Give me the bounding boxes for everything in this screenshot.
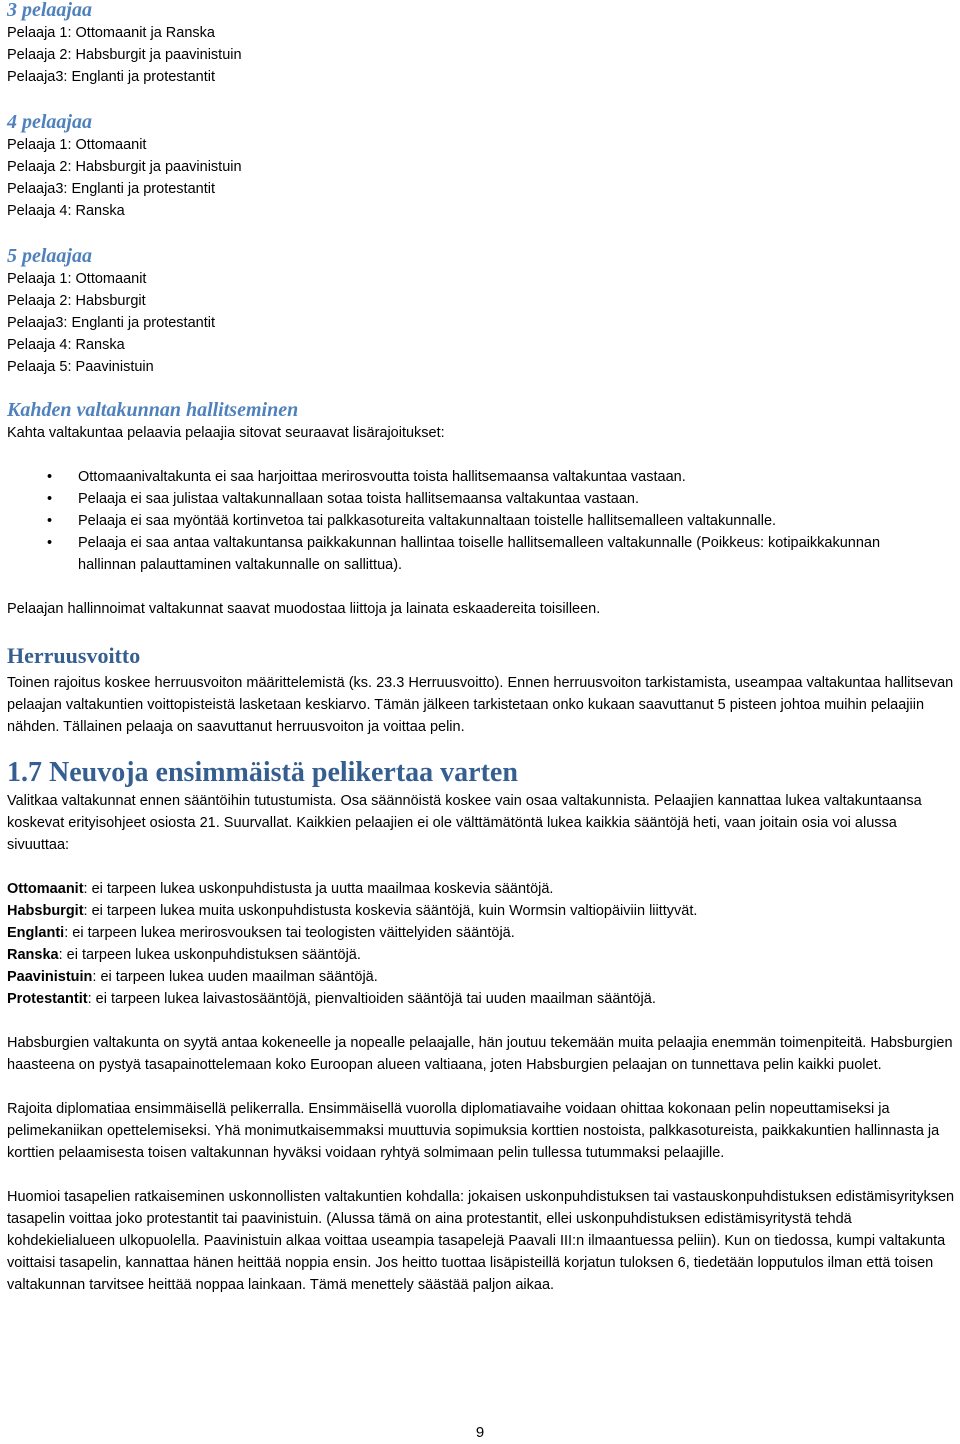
section-3-players (7, 0, 242, 88)
player-line: Pelaaja3: Englanti ja protestantit (7, 69, 215, 85)
advice-paragraph-diplomacy: Rajoita diplomatiaa ensimmäisellä pelikerralla. Ensimmäisellä vuorolla diplomatiavaihe voidaan ohittaa kokonaan pelin nopeuttamiseksi ja pelimekaniikan opettelemiseksi. Yhä monimutkaisemmaksi muuttuvia sopimuksia korttien nostoista, palkkasotureista, paikkakuntien hallinnasta ja korttien pelaamisesta toisen valtakunnan hyväksi voidaan ryhtyä solmimaan pelin tullessa tutummaksi pelaajille. (7, 1101, 940, 1161)
player-line: Pelaaja 1: Ottomaanit (7, 271, 147, 287)
heading-3-players: 3 pelaajaa (7, 0, 92, 21)
list-item (7, 466, 955, 488)
list-item-text: Pelaaja ei saa antaa valtakuntansa paikkakunnan hallintaa toiselle hallitsemalleen valtakunnalle (Poikkeus: kotipaikkakunnan hallinnan palauttaminen valtakunnalle on sallittua). (78, 535, 881, 573)
heading-herruusvoitto: Herruusvoitto (7, 643, 141, 668)
section-4-players (7, 110, 242, 222)
list-item (7, 510, 955, 532)
power-text: : ei tarpeen lukea uuden maailman sääntöjä. (92, 969, 378, 985)
advice-paragraph-habsburg: Habsburgien valtakunta on syytä antaa kokeneelle ja nopealle pelaajalle, hän joutuu tekemään muita pelaajia enemmän toimenpiteitä. Habsburgien haasteena on pystyä tasapainottelemaan koko Euroopan alueen valtiaana, joten Habsburgien pelaajan on tunnettava pelin kaikki puolet. (7, 1035, 953, 1073)
player-line: Pelaaja 2: Habsburgit (7, 293, 146, 309)
section-herruusvoitto (7, 642, 955, 738)
player-line: Pelaaja 1: Ottomaanit (7, 137, 147, 153)
player-line: Pelaaja 5: Paavinistuin (7, 359, 154, 375)
power-text: : ei tarpeen lukea uskonpuhdistuksen sääntöjä. (58, 947, 361, 963)
power-text: : ei tarpeen lukea laivastosääntöjä, pienvaltioiden sääntöjä tai uuden maailman sääntöjä. (87, 991, 656, 1007)
list-item (7, 944, 955, 966)
section-advice (7, 756, 955, 1296)
player-line: Pelaaja 4: Ranska (7, 203, 125, 219)
list-item (7, 488, 955, 510)
list-item-text: Pelaaja ei saa myöntää kortinvetoa tai palkkasotureita valtakunnaltaan toistelle hallitsemalleen valtakunnalle. (78, 513, 777, 529)
advice-intro: Valitkaa valtakunnat ennen sääntöihin tutustumista. Osa säännöistä koskee vain osaa valtakunnista. Pelaajien kannattaa lukea valtakuntaansa koskevat erityisohjeet osiosta 21. Suurvallat. Kaikkien pelaajien ei ole välttämätöntä lukea kaikkia sääntöjä heti, vaan joitain osia voi alussa sivuuttaa: (7, 793, 922, 853)
heading-5-players: 5 pelaajaa (7, 245, 92, 267)
player-line: Pelaaja3: Englanti ja protestantit (7, 315, 215, 331)
dual-outro: Pelaajan hallinnoimat valtakunnat saavat muodostaa liittoja ja lainata eskaadereita toisilleen. (7, 601, 601, 617)
list-item (7, 988, 955, 1010)
section-5-players (7, 244, 215, 378)
bullet-icon: • (47, 469, 53, 485)
heading-advice: 1.7 Neuvoja ensimmäistä pelikertaa varten (7, 757, 518, 788)
list-item-text: Pelaaja ei saa julistaa valtakunnallaan sotaa toista hallitsemaansa valtakuntaa vastaan. (78, 491, 640, 507)
list-item (7, 922, 955, 944)
power-name: Ottomaanit (7, 881, 84, 897)
player-line: Pelaaja3: Englanti ja protestantit (7, 181, 215, 197)
power-name: Paavinistuin (7, 969, 93, 985)
bullet-icon: • (47, 513, 53, 529)
power-text: : ei tarpeen lukea muita uskonpuhdistusta koskevia sääntöjä, kuin Wormsin valtiopäiviin liittyvät. (83, 903, 698, 919)
section-dual-rule (7, 398, 955, 620)
player-line: Pelaaja 4: Ranska (7, 337, 125, 353)
power-name: Ranska (7, 947, 59, 963)
power-name: Habsburgit (7, 903, 84, 919)
heading-dual-rule: Kahden valtakunnan hallitseminen (7, 399, 299, 421)
power-text: : ei tarpeen lukea uskonpuhdistusta ja uutta maailmaa koskevia sääntöjä. (83, 881, 554, 897)
player-line: Pelaaja 2: Habsburgit ja paavinistuin (7, 159, 242, 175)
list-item (7, 966, 955, 988)
list-item (7, 878, 955, 900)
list-item (7, 532, 955, 576)
dual-restrictions-list (7, 466, 955, 576)
herruus-paragraph: Toinen rajoitus koskee herruusvoiton määrittelemistä (ks. 23.3 Herruusvoitto). Ennen herruusvoiton tarkistamista, useampaa valtakuntaa hallitsevan pelaajan valtakuntien voittopisteistä lasketaan keskiarvo. Tämän jälkeen tarkistetaan onko kukaan saavuttanut 5 pisteen johtoa muihin pelaajiin nähden. Tällainen pelaaja on saavuttanut herruusvoiton ja voittaa pelin. (7, 675, 954, 735)
power-text: : ei tarpeen lukea merirosvouksen tai teologisten väittelyiden sääntöjä. (64, 925, 515, 941)
heading-4-players: 4 pelaajaa (7, 111, 92, 133)
list-item-text: Ottomaanivaltakunta ei saa harjoittaa merirosvoutta toista hallitsemaansa valtakuntaa vastaan. (78, 469, 686, 485)
dual-intro: Kahta valtakuntaa pelaavia pelaajia sitovat seuraavat lisärajoitukset: (7, 425, 445, 441)
player-line: Pelaaja 1: Ottomaanit ja Ranska (7, 25, 215, 41)
power-name: Protestantit (7, 991, 88, 1007)
list-item (7, 900, 955, 922)
power-name: Englanti (7, 925, 65, 941)
player-line: Pelaaja 2: Habsburgit ja paavinistuin (7, 47, 242, 63)
bullet-icon: • (47, 535, 53, 551)
powers-list (7, 878, 955, 1010)
advice-paragraph-ties: Huomioi tasapelien ratkaiseminen uskonnollisten valtakuntien kohdalla: jokaisen uskonpuhdistuksen tai vastauskonpuhdistuksen edistämisyrityksen tasapelin voittaa joko protestantit tai paavinistuin. (Alussa tämä on aina protestantit, ellei uskonpuhdistuksen edistämisyritystä tehdä kohdekielialueen ulkopuolella. Paavinistuin alkaa voittaa useampia tasapelejä Paavali III:n ilmaantuessa peliin). Kun on tiedossa, kumpi valtakunta voittaisi tasapelin, kannattaa hänen heittää noppia ensin. Jos heitto tuottaa lisäpisteillä korjatun tuloksen 6, tiedetään lopputulos ilman että toisen valtakunnan tarvitsee heittää noppaa lainkaan. Tämä menettely säästää paljon aikaa. (7, 1189, 955, 1293)
page-number: 9 (475, 1424, 485, 1441)
bullet-icon: • (47, 491, 53, 507)
